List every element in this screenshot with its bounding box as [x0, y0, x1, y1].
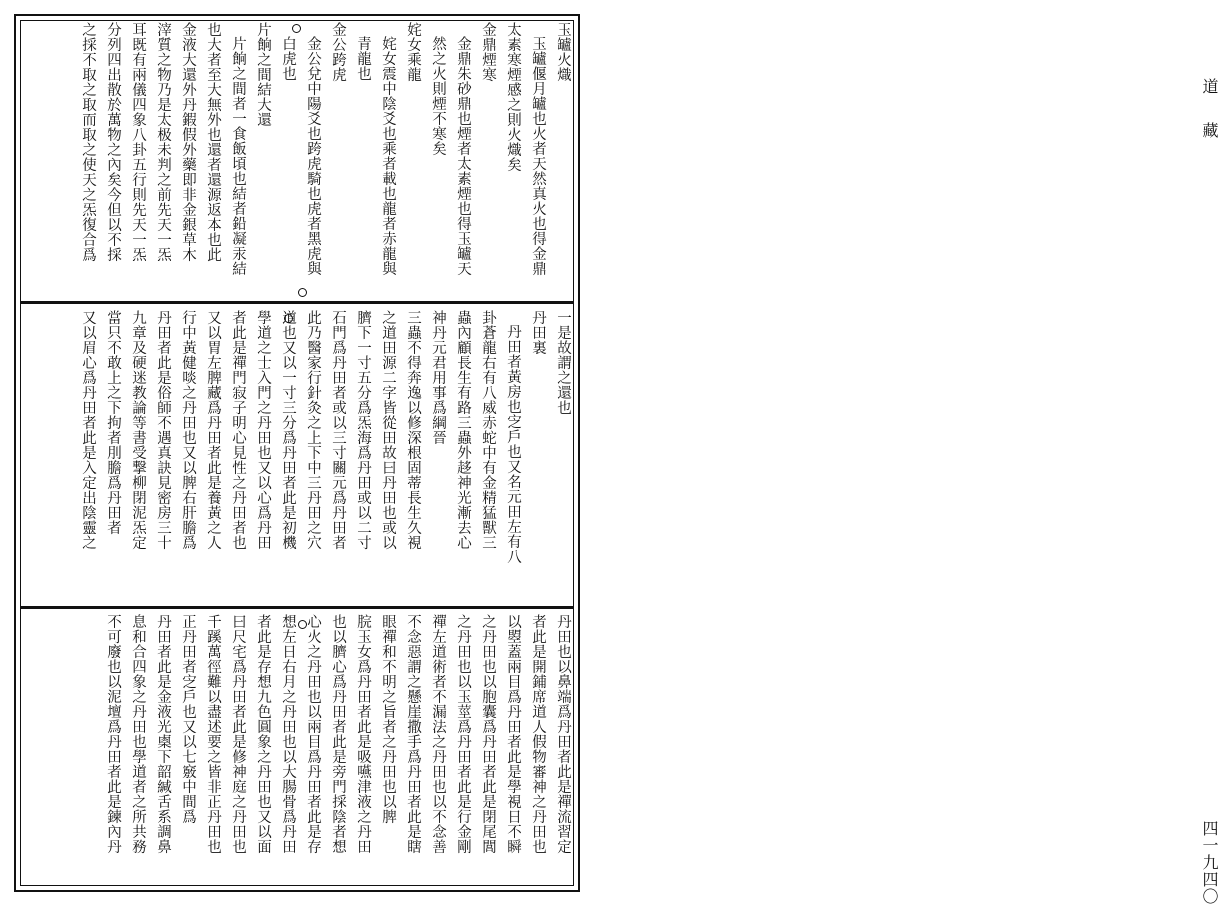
text-column: 者此是存想九色圓象之丹田也又以面: [255, 614, 271, 854]
text-column: 滓質之物乃是太极未判之前先天一炁: [155, 22, 171, 262]
text-column: 玉罏偃月罏也火者天然真火也得金鼎: [530, 36, 546, 276]
text-column: 正丹田者㝎戶也又以七竅中間爲: [180, 614, 196, 824]
text-column: 之丹田也以玉莖爲丹田者此是行金剛: [455, 614, 471, 854]
text-column: 然之火則煙不寒矣: [430, 36, 446, 156]
text-column: 三蟲不得奔逸以修深根固蒂長生久視: [405, 310, 421, 550]
text-column: 青龍也: [355, 36, 371, 81]
text-column: 者此是開鋪席道人假物審神之丹田也: [530, 614, 546, 854]
text-column: 姹女震中陰爻也乘者載也龍者赤龍與: [380, 36, 396, 276]
text-column: 金鼎煙寒: [480, 22, 496, 82]
text-section-middle: [22, 310, 574, 604]
text-column: 也以臍心爲丹田者此是旁門採陰者想: [330, 614, 346, 854]
text-column: 當只不敢上之下拘者刖膽爲丹田者: [105, 310, 121, 535]
text-column: 之採不取之取而取之使天之炁復合爲: [80, 22, 96, 262]
text-column: 片餉之間者一食飯頃也結者鉛凝汞結: [230, 36, 246, 276]
text-column: [77, 614, 99, 886]
text-column: 耳既有兩儀四象八卦五行則先天一炁: [130, 22, 146, 262]
text-column: 眼禪和不明之旨者之丹田也以脾: [380, 614, 396, 824]
text-column: 神丹元君用事爲綱晉: [430, 310, 446, 445]
text-column: 一是故謂之還也: [555, 310, 571, 415]
column-group: [74, 22, 574, 299]
text-column: 不可廢也以泥壇爲丹田者此是鍊內丹: [105, 614, 121, 854]
text-section-bottom: [22, 614, 574, 886]
text-column: 蟲內顧長生有路三蟲外趍神光漸去心: [455, 310, 471, 550]
book-title: 道藏: [1200, 78, 1219, 166]
text-column: 白虎也: [280, 36, 296, 81]
text-column: 息和合四象之丹田也學道者之所共務: [130, 614, 146, 854]
text-column: 以曌蓋兩目爲丹田者此是學視日不瞬: [505, 614, 521, 854]
text-column: 行中黃健啖之丹田也又以脾右肝膽爲: [180, 310, 196, 550]
page-number: 四一九四〇: [1200, 820, 1219, 905]
text-column: 者此是禪門寂子明心見性之丹田者也: [230, 310, 246, 550]
text-column: 石門爲丹田者或以三寸關元爲丹田者: [330, 310, 346, 550]
text-column: 丹田也以鼻端爲丹田者此是禪流習定: [555, 614, 571, 854]
text-column: 想左日右月之丹田也以大腸骨爲丹田: [280, 614, 296, 854]
text-column: 此乃醫家行針灸之上下中三丹田之穴: [305, 310, 321, 550]
text-column: 丹田者黃房也㝎戶也又名元田左有八: [505, 324, 521, 564]
text-column: 分列四出散於萬物之內矣今但以不採: [105, 22, 121, 262]
text-column: 學道之士入門之丹田也又以心爲丹田: [255, 310, 271, 550]
text-column: 道也又以一寸三分爲丹田者此是初機: [280, 310, 296, 550]
column-group: [74, 310, 574, 604]
text-column: 也大者至大無外也還者還源返本也此: [205, 22, 221, 262]
text-column: 不念惡謂之懸崖撒手爲丹田者此是瞎: [405, 614, 421, 854]
text-column: 姹女乘龍: [405, 22, 421, 82]
text-column: 禪左道術者不漏法之丹田也以不念善: [430, 614, 446, 854]
text-column: 卦蒼龍右有八威赤蛇中有金精猛獸三: [480, 310, 496, 550]
text-column: 金液大還外丹鍜假外藥即非金銀草木: [180, 22, 196, 262]
text-column: 丹田者此是金液光㮚下韶緘舌系調鼻: [155, 614, 171, 854]
text-section-top: [22, 22, 574, 299]
text-column: 玉罏火熾: [555, 22, 571, 82]
text-column: 太素寒煙感之則火熾矣: [505, 22, 521, 172]
text-column: 脘玉女爲丹田者此是吸嚥津液之丹田: [355, 614, 371, 854]
text-column: 又以眉心爲丹田者此是入定出陰靈之: [80, 310, 96, 550]
text-column: 之丹田也以胞囊爲丹田者此是閉尾閭: [480, 614, 496, 854]
text-column: 金鼎朱砂鼎也煙者太素煙也得玉罏天: [455, 36, 471, 276]
text-column: 千蹊萬徑難以盡述要之皆非正丹田也: [205, 614, 221, 854]
text-column: 心火之丹田也以兩目爲丹田者此是存: [305, 614, 321, 854]
section-divider-2: [20, 606, 574, 609]
text-column: 九章及硬迷教論等書受撃柳閉泥炁定: [130, 310, 146, 550]
text-column: 丹田者此是俗師不遇真訣見密房三十: [155, 310, 171, 550]
text-column: 曰尺宅爲丹田者此是修神庭之丹田也: [230, 614, 246, 854]
text-column: 丹田裏: [530, 310, 546, 355]
text-column: 臍下一寸五分爲炁海爲丹田或以二寸: [355, 310, 371, 550]
text-column: 金公跨虎: [330, 22, 346, 82]
right-margin: [588, 0, 1219, 907]
column-group: [74, 614, 574, 886]
text-column: 又以胃左脾藏爲丹田者此是養黃之人: [205, 310, 221, 550]
text-column: 金公兌中陽爻也跨虎騎也虎者黑虎與: [305, 36, 321, 276]
text-column: 之道田源二字皆從田故曰丹田也或以: [380, 310, 396, 550]
text-column: 片餉之間結大還: [255, 22, 271, 127]
